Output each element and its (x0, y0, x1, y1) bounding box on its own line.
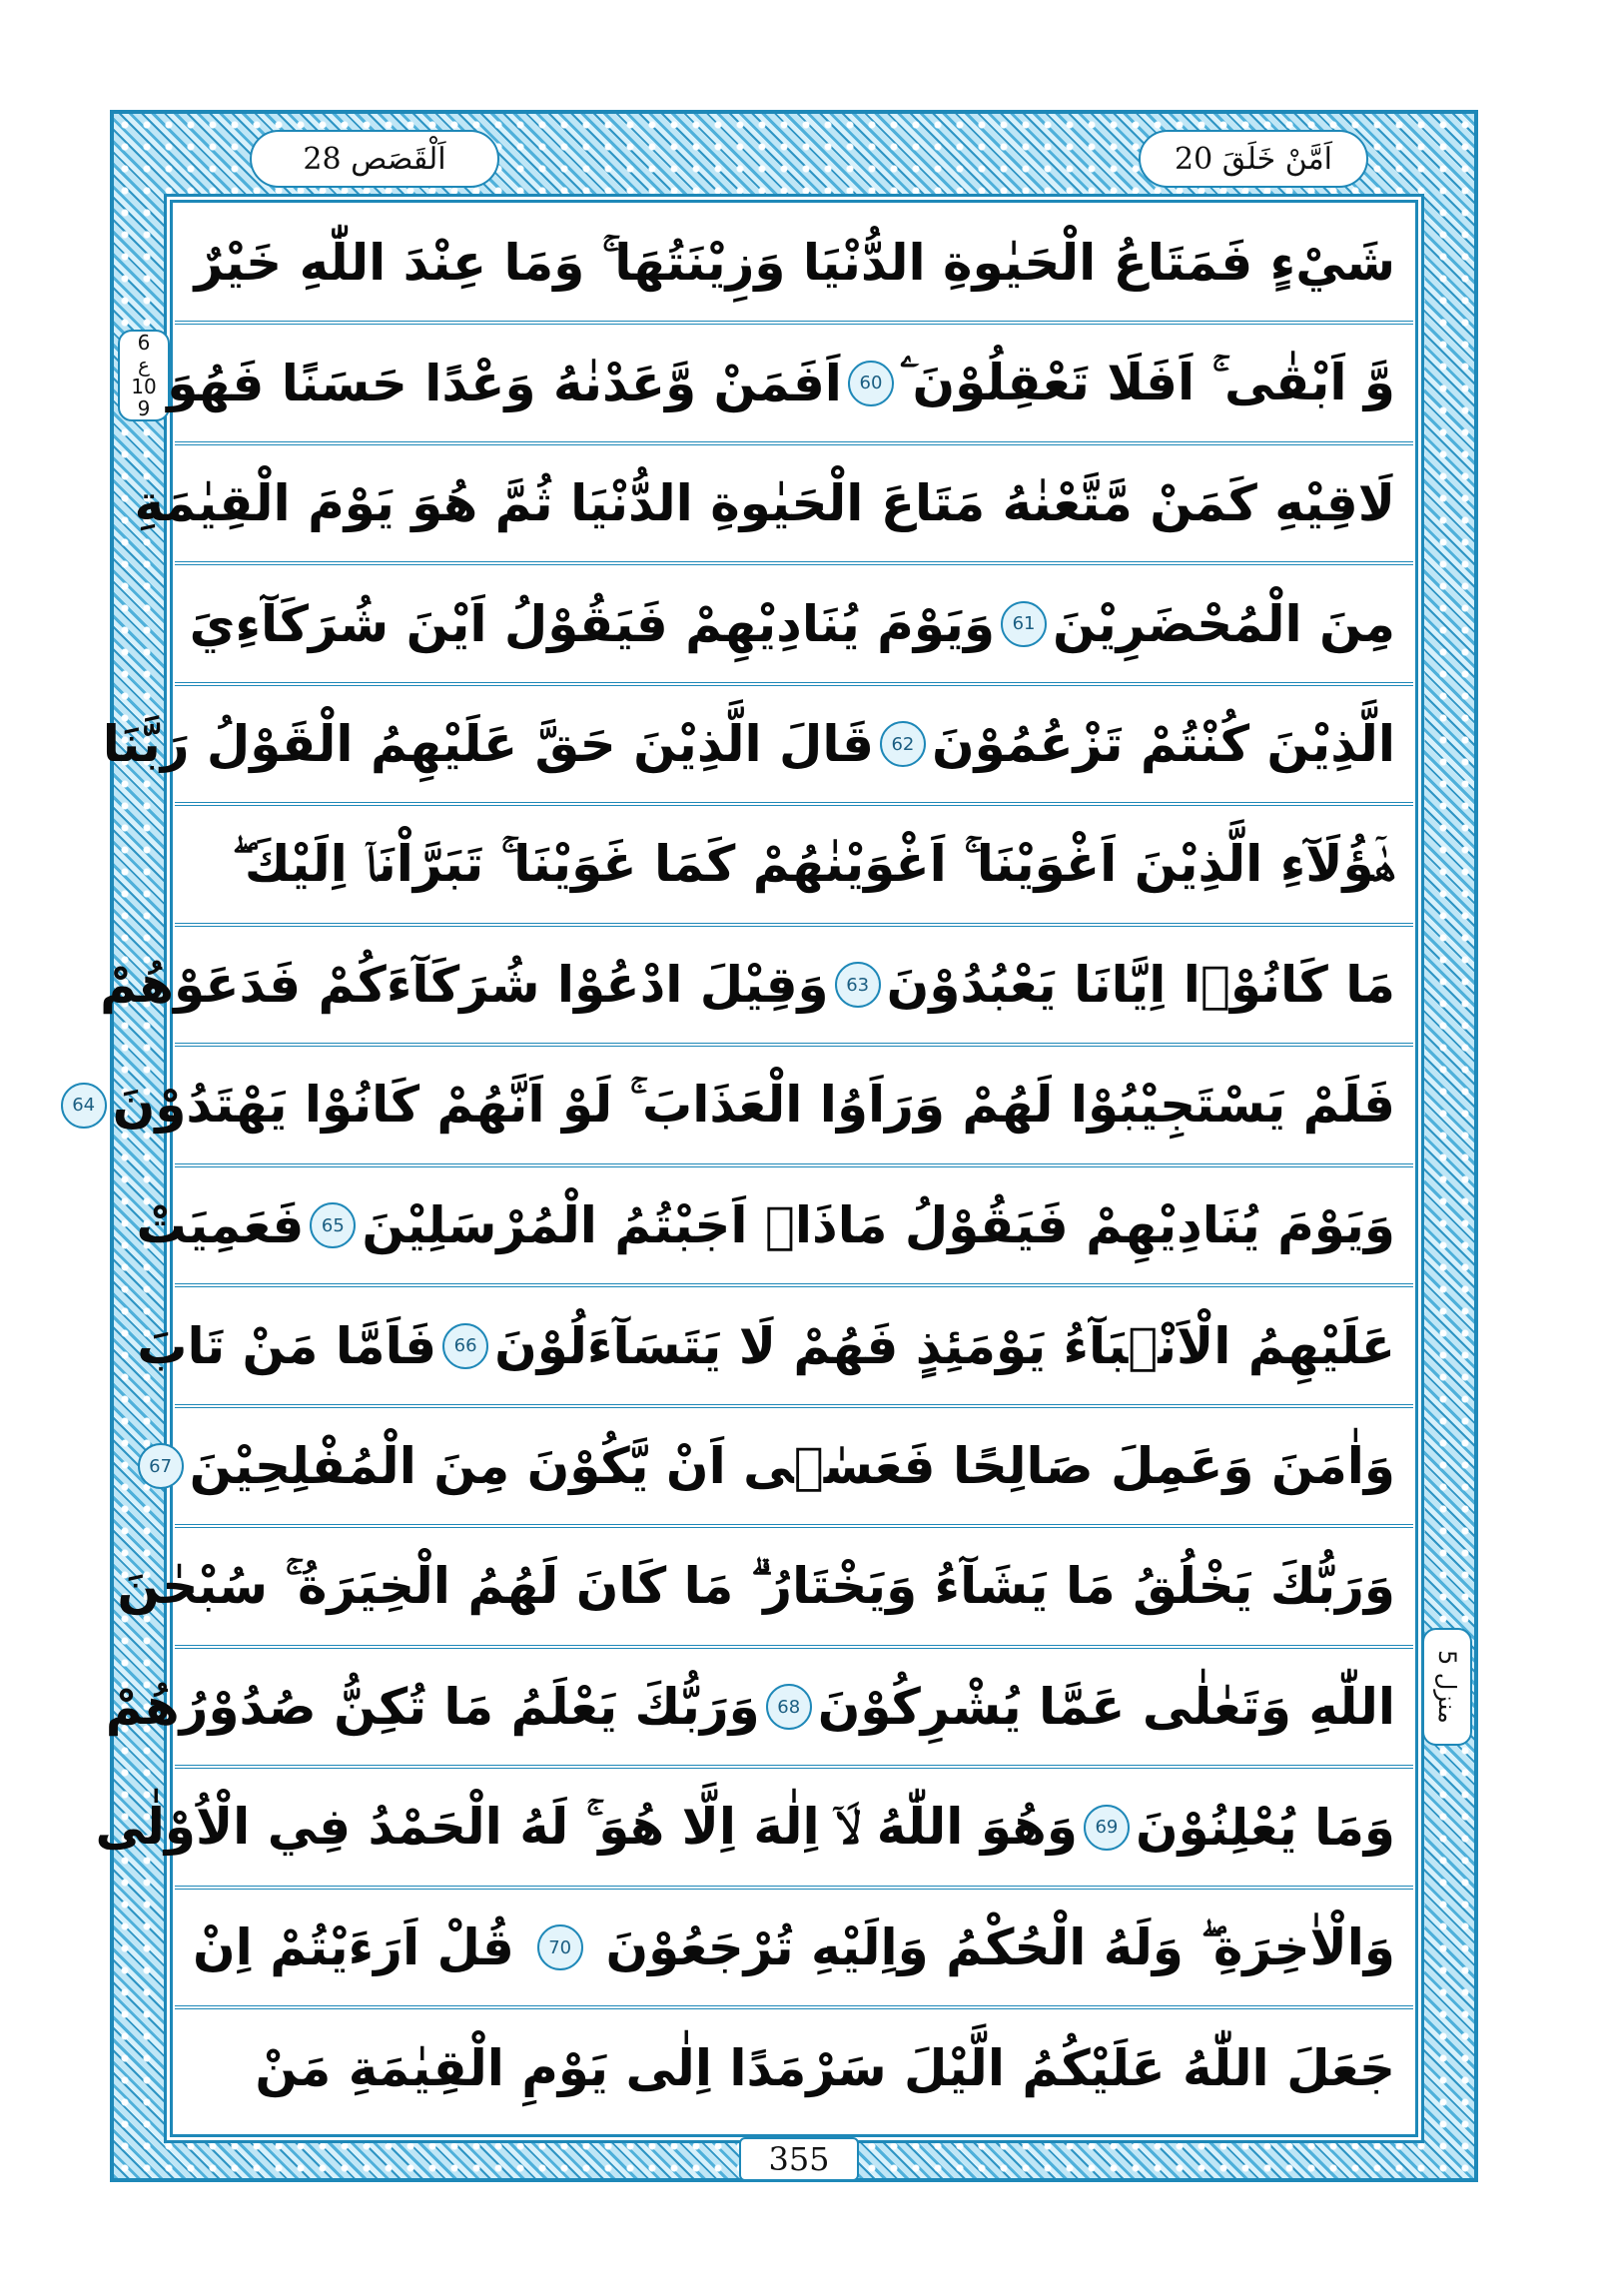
line-divider (175, 1524, 1413, 1528)
verse-text: وَّ اَبْقٰى ۚ اَفَلَا تَعْقِلُوْنَ ۧ (899, 354, 1395, 411)
verse-text: فَلَمْ يَسْتَجِيْبُوْا لَهُمْ وَرَاَوُا الْعَذَابَ ۚ لَوْ اَنَّهُمْ كَانُوْا يَهْتَدُوْنَ (112, 1076, 1395, 1134)
ayah-number-marker: 63 (835, 962, 881, 1008)
juz-name-label: اَمَّنْ خَلَقَ 20 (1175, 141, 1332, 177)
verse-line (134, 445, 1413, 561)
verse-line (137, 1288, 1413, 1404)
ruku-symbol: ع (138, 353, 150, 377)
verse-text: جَعَلَ اللّٰهُ عَلَيْكُمُ الَّيْلَ سَرْمَدًا اِلٰى يَوْمِ الْقِيٰمَةِ مَنْ (255, 2038, 1395, 2097)
verse-text: وَهُوَ اللّٰهُ لَاۤ اِلٰهَ اِلَّا هُوَ ۚ لَهُ الْحَمْدُ فِي الْاُوْلٰى (95, 1798, 1078, 1856)
page-number (739, 2137, 859, 2181)
verse-text: وَيَوْمَ يُنَادِيْهِمْ فَيَقُوْلُ مَاذَاۤ اَجَبْتُمُ الْمُرْسَلِيْنَ (362, 1196, 1395, 1254)
verse-text: مَا كَانُوْۤا اِيَّانَا يَعْبُدُوْنَ (886, 956, 1395, 1014)
verse-text: الَّذِيْنَ كُنْتُمْ تَزْعُمُوْنَ (931, 715, 1395, 773)
verse-line (136, 1167, 1413, 1283)
verse-text: مِنَ الْمُحْضَرِيْنَ (1053, 594, 1395, 653)
surah-name-header (250, 130, 499, 188)
ayah-number-marker: 69 (1084, 1805, 1130, 1851)
ayah-number-marker: 64 (61, 1083, 107, 1129)
verse-text: وَيَوْمَ يُنَادِيْهِمْ فَيَقُوْلُ اَيْنَ شُرَكَآءِيَ (189, 594, 996, 653)
verse-text: قُلْ اَرَءَيْتُمْ اِنْ (193, 1918, 514, 1976)
verse-text: وَالْاٰخِرَةِ ۖ وَلَهُ الْحُكْمُ وَاِلَيْهِ تُرْجَعُوْنَ (605, 1917, 1395, 1976)
line-divider (175, 561, 1413, 565)
verse-line (95, 1770, 1413, 1886)
ayah-number-marker: 62 (880, 721, 926, 767)
ayah-number-marker: 68 (766, 1684, 812, 1730)
line-divider (175, 1043, 1413, 1047)
verse-text: هٰۤؤُلَآءِ الَّذِيْنَ اَغْوَيْنَا ۚ اَغْوَيْنٰهُمْ كَمَا غَوَيْنَا ۚ تَبَرَّاْنَاۤ اِلَيْكَ ۖ (232, 835, 1395, 893)
page-number-label: 355 (768, 2140, 830, 2178)
verse-text: لَاقِيْهِ كَمَنْ مَّتَّعْنٰهُ مَتَاعَ الْحَيٰوةِ الدُّنْيَا ثُمَّ هُوَ يَوْمَ الْقِيٰمَةِ (134, 474, 1395, 532)
verse-text: عَلَيْهِمُ الْاَنْۢبَآءُ يَوْمَئِذٍ فَهُمْ لَا يَتَسَآءَلُوْنَ (494, 1316, 1395, 1375)
verse-line (105, 1649, 1413, 1765)
verse-text: وَمَا يُعْلِنُوْنَ (1135, 1798, 1395, 1857)
verse-line (72, 1048, 1413, 1163)
ayah-number-marker: 60 (848, 361, 894, 406)
verse-text: قَالَ الَّذِيْنَ حَقَّ عَلَيْهِمُ الْقَوْلُ رَبَّنَا (102, 715, 874, 773)
ruku-marker (118, 330, 170, 421)
verse-text: وَقِيْلَ ادْعُوْا شُرَكَآءَكُمْ فَدَعَوْهُمْ (100, 956, 829, 1014)
ayah-number-marker: 65 (310, 1202, 356, 1248)
verse-line (175, 1890, 1413, 2005)
ayah-number-marker: 66 (442, 1323, 488, 1369)
line-divider (175, 802, 1413, 806)
verse-line (117, 1529, 1413, 1645)
verse-line (100, 927, 1413, 1043)
line-divider (175, 321, 1413, 325)
verse-text: وَرَبُّكَ يَخْلُقُ مَا يَشَآءُ وَيَخْتَارُ ۗ مَا كَانَ لَهُمُ الْخِيَرَةُ ۚ سُبْحٰنَ (117, 1557, 1395, 1615)
verse-line (102, 686, 1413, 802)
verse-text: اَفَمَنْ وَّعَدْنٰهُ وَعْدًا حَسَنًا فَهُوَ (167, 354, 842, 412)
verse-text: وَاٰمَنَ وَعَمِلَ صَالِحًا فَعَسٰۤى اَنْ يَّكُوْنَ مِنَ الْمُفْلِحِيْنَ (189, 1437, 1395, 1495)
line-divider (175, 682, 1413, 686)
line-divider (175, 2005, 1413, 2009)
line-divider (175, 1645, 1413, 1649)
manzil-label: منزل 5 (1433, 1650, 1462, 1724)
verse-text: فَعَمِيَتْ (136, 1196, 305, 1254)
verse-line (175, 807, 1413, 923)
ayah-number-marker: 70 (537, 1924, 583, 1970)
verse-text: فَاَمَّا مَنْ تَابَ (137, 1316, 437, 1375)
line-divider (175, 1886, 1413, 1890)
line-divider (175, 1163, 1413, 1167)
ruku-mid-number: 10 (131, 375, 157, 398)
ayah-number-marker: 61 (1001, 601, 1047, 647)
verse-line (175, 566, 1413, 682)
verse-line (149, 1408, 1413, 1524)
verse-text: شَيْءٍ فَمَتَاعُ الْحَيٰوةِ الدُّنْيَا وَزِيْنَتُهَا ۚ وَمَا عِنْدَ اللّٰهِ خَيْرٌ (194, 233, 1395, 292)
line-divider (175, 1283, 1413, 1287)
verse-line (167, 326, 1413, 441)
line-divider (175, 1765, 1413, 1769)
manzil-marker (1422, 1628, 1472, 1746)
verse-line (175, 2010, 1413, 2126)
surah-name-label: اَلْقَصَص 28 (303, 141, 446, 177)
ruku-bottom-number: 9 (137, 396, 151, 420)
line-divider (175, 1404, 1413, 1408)
verse-text: وَرَبُّكَ يَعْلَمُ مَا تُكِنُّ صُدُوْرُهُمْ (105, 1678, 760, 1736)
verse-line (175, 205, 1413, 321)
line-divider (175, 441, 1413, 445)
ayah-number-marker: 67 (138, 1443, 184, 1489)
ruku-top-number: 6 (137, 331, 151, 355)
line-divider (175, 923, 1413, 927)
juz-name-header (1139, 130, 1368, 188)
verse-text: اللّٰهِ وَتَعٰلٰى عَمَّا يُشْرِكُوْنَ (817, 1678, 1395, 1736)
